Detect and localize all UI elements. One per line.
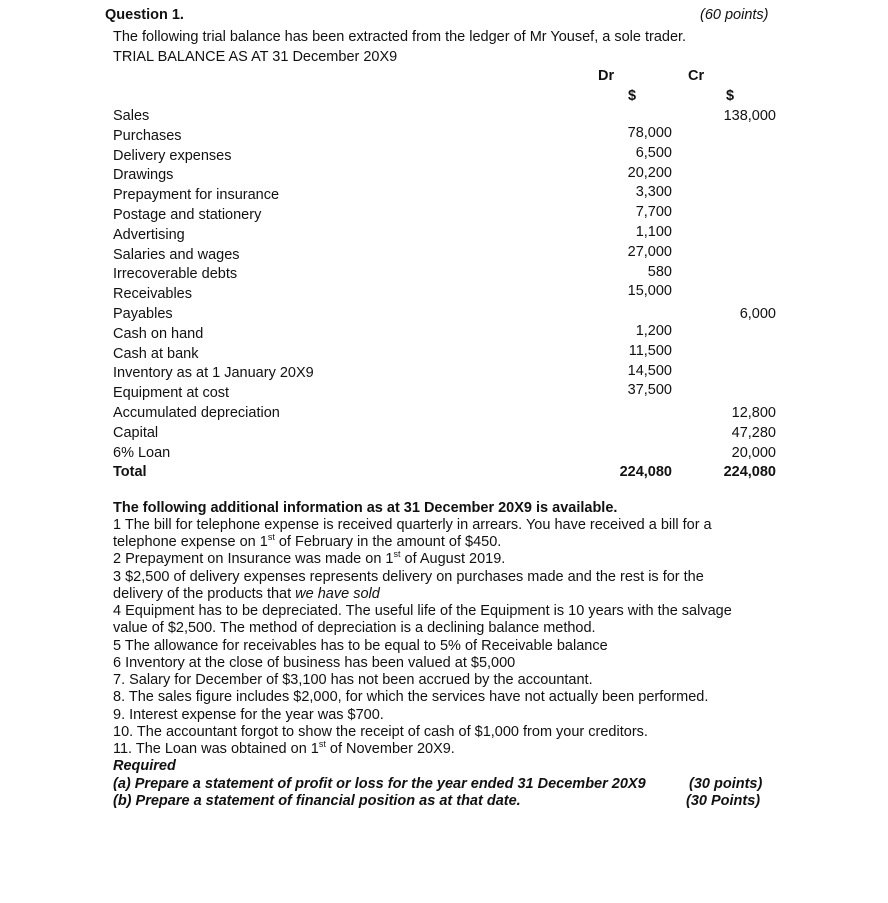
- row-dr-value: 37,500: [627, 382, 672, 398]
- intro-text: The following trial balance has been extracted from the ledger of Mr Yousef, a sole trader.: [113, 29, 687, 45]
- total-cr-value: 224,080: [723, 464, 776, 480]
- info-item-10: 10. The accountant forgot to show the receipt of cash of $1,000 from your creditors.: [113, 724, 648, 740]
- row-label: Receivables: [113, 286, 192, 302]
- row-label: Salaries and wages: [113, 247, 240, 263]
- total-label: Total: [113, 464, 147, 480]
- question-number: Question 1.: [105, 7, 184, 23]
- row-label: Delivery expenses: [113, 148, 232, 164]
- row-label: Sales: [113, 108, 150, 124]
- row-label: Advertising: [113, 227, 185, 243]
- row-label: Postage and stationery: [113, 207, 262, 223]
- info-item-5: 5 The allowance for receivables has to be equal to 5% of Receivable balance: [113, 638, 608, 654]
- info-item-6: 6 Inventory at the close of business has been valued at $5,000: [113, 655, 516, 671]
- info-heading: The following additional information as at 31 December 20X9 is available.: [113, 500, 618, 516]
- row-label: Irrecoverable debts: [113, 266, 238, 282]
- row-dr-value: 78,000: [627, 125, 672, 141]
- dr-column-heading: Dr: [598, 68, 615, 84]
- row-dr-value: 3,300: [635, 184, 672, 200]
- row-cr-value: 138,000: [723, 108, 776, 124]
- row-dr-value: 20,200: [627, 165, 672, 181]
- info-item-1b: telephone expense on 1st of February in the amount of $450.: [113, 532, 502, 550]
- row-dr-value: 7,700: [635, 204, 672, 220]
- row-label: Cash on hand: [113, 326, 204, 342]
- required-part-a-points: (30 points): [689, 776, 763, 792]
- info-item-2: 2 Prepayment on Insurance was made on 1st of August 2019.: [113, 549, 506, 567]
- row-dr-value: 1,200: [635, 323, 672, 339]
- row-cr-value: 20,000: [731, 445, 776, 461]
- row-dr-value: 580: [647, 264, 672, 280]
- row-dr-value: 1,100: [635, 224, 672, 240]
- info-item-11: 11. The Loan was obtained on 1st of November 20X9.: [113, 739, 455, 757]
- row-dr-value: 27,000: [627, 244, 672, 260]
- required-part-b-points: (30 Points): [686, 793, 761, 809]
- row-label: Cash at bank: [113, 346, 199, 362]
- row-dr-value: 14,500: [627, 363, 672, 379]
- info-item-9: 9. Interest expense for the year was $700.: [113, 707, 384, 723]
- row-label: Equipment at cost: [113, 385, 230, 401]
- row-label: Inventory as at 1 January 20X9: [113, 365, 314, 381]
- row-dr-value: 15,000: [627, 283, 672, 299]
- row-label: Accumulated depreciation: [113, 405, 280, 421]
- info-item-7: 7. Salary for December of $3,100 has not been accrued by the accountant.: [113, 672, 593, 688]
- row-dr-value: 11,500: [628, 343, 672, 359]
- required-part-a: (a) Prepare a statement of profit or loss for the year ended 31 December 20X9: [113, 776, 646, 792]
- info-item-4b: value of $2,500. The method of depreciation is a declining balance method.: [113, 620, 596, 636]
- required-heading: Required: [113, 758, 176, 774]
- total-dr-value: 224,080: [619, 464, 672, 480]
- row-label: Payables: [113, 306, 173, 322]
- info-item-3b: delivery of the products that we have sold: [113, 586, 380, 602]
- dr-currency: $: [628, 88, 637, 104]
- cr-currency: $: [726, 88, 735, 104]
- row-cr-value: 47,280: [731, 425, 776, 441]
- row-cr-value: 6,000: [739, 306, 776, 322]
- row-cr-value: 12,800: [731, 405, 776, 421]
- cr-column-heading: Cr: [688, 68, 705, 84]
- row-dr-value: 6,500: [635, 145, 672, 161]
- info-item-4a: 4 Equipment has to be depreciated. The useful life of the Equipment is 10 years with the salvage: [113, 603, 732, 619]
- row-label: 6% Loan: [113, 445, 171, 461]
- required-part-b: (b) Prepare a statement of financial position as at that date.: [113, 793, 521, 809]
- row-label: Purchases: [113, 128, 182, 144]
- row-label: Drawings: [113, 167, 174, 183]
- question-points: (60 points): [700, 7, 769, 23]
- info-item-8: 8. The sales figure includes $2,000, for which the services have not actually been performed.: [113, 689, 709, 705]
- row-label: Prepayment for insurance: [113, 187, 280, 203]
- info-item-1a: 1 The bill for telephone expense is received quarterly in arrears. You have received a bill for a: [113, 517, 712, 533]
- info-item-3a: 3 $2,500 of delivery expenses represents delivery on purchases made and the rest is for the: [113, 569, 704, 585]
- row-label: Capital: [113, 425, 159, 441]
- trial-balance-title: TRIAL BALANCE AS AT 31 December 20X9: [113, 49, 398, 65]
